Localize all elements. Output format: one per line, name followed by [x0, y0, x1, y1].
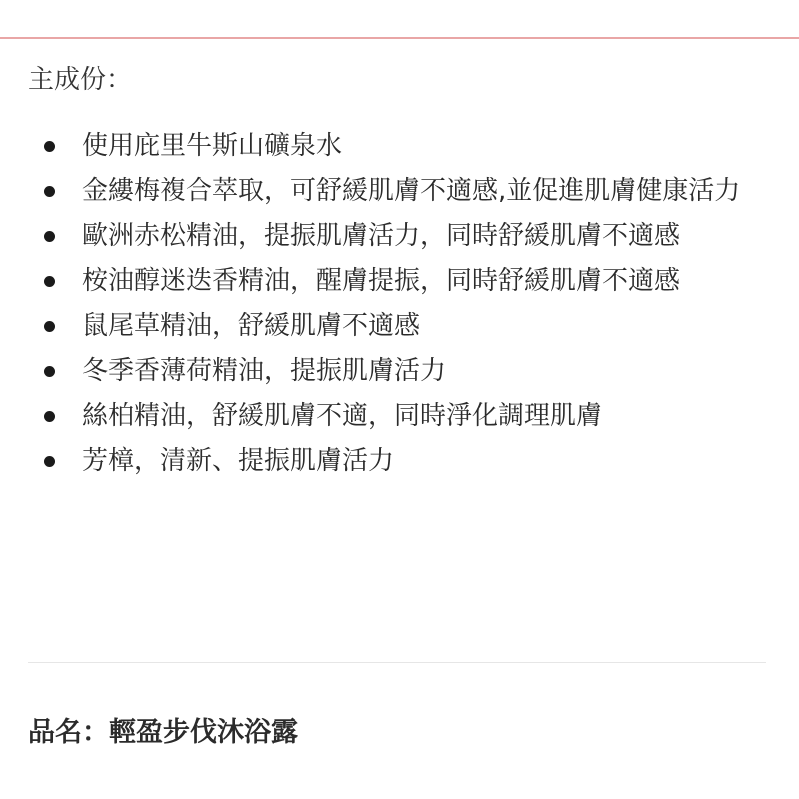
- ingredient-text: 金縷梅複合萃取，可舒緩肌膚不適感,並促進肌膚健康活力: [82, 176, 741, 206]
- ingredient-item: [28, 169, 768, 214]
- ingredient-text: 桉油醇迷迭香精油，醒膚提振，同時舒緩肌膚不適感: [82, 266, 681, 296]
- ingredient-list: [28, 124, 768, 484]
- ingredient-text: 芳樟，清新、提振肌膚活力: [82, 446, 395, 476]
- ingredient-text: 歐洲赤松精油，提振肌膚活力，同時舒緩肌膚不適感: [82, 221, 681, 251]
- ingredient-text: 使用庇里牛斯山礦泉水: [82, 131, 343, 161]
- bullet-icon: [44, 231, 55, 242]
- bullet-icon: [44, 321, 55, 332]
- ingredient-item: [28, 124, 768, 169]
- bullet-icon: [44, 186, 55, 197]
- ingredient-item: [28, 259, 768, 304]
- ingredient-text: 絲柏精油，舒緩肌膚不適，同時淨化調理肌膚: [82, 401, 603, 431]
- bullet-icon: [44, 411, 55, 422]
- ingredient-text: 鼠尾草精油，舒緩肌膚不適感: [82, 311, 421, 341]
- ingredient-text: 冬季香薄荷精油，提振肌膚活力: [82, 356, 447, 386]
- ingredients-heading: 主成份：: [28, 65, 133, 95]
- ingredient-item: [28, 349, 768, 394]
- ingredient-item: [28, 394, 768, 439]
- ingredient-item: [28, 214, 768, 259]
- section-divider: [28, 662, 766, 663]
- top-divider: [0, 37, 799, 39]
- bullet-icon: [44, 276, 55, 287]
- ingredient-item: [28, 439, 768, 484]
- ingredient-item: [28, 304, 768, 349]
- bullet-icon: [44, 141, 55, 152]
- bullet-icon: [44, 366, 55, 377]
- bullet-icon: [44, 456, 55, 467]
- product-name: 品名：輕盈步伐沐浴露: [28, 717, 298, 748]
